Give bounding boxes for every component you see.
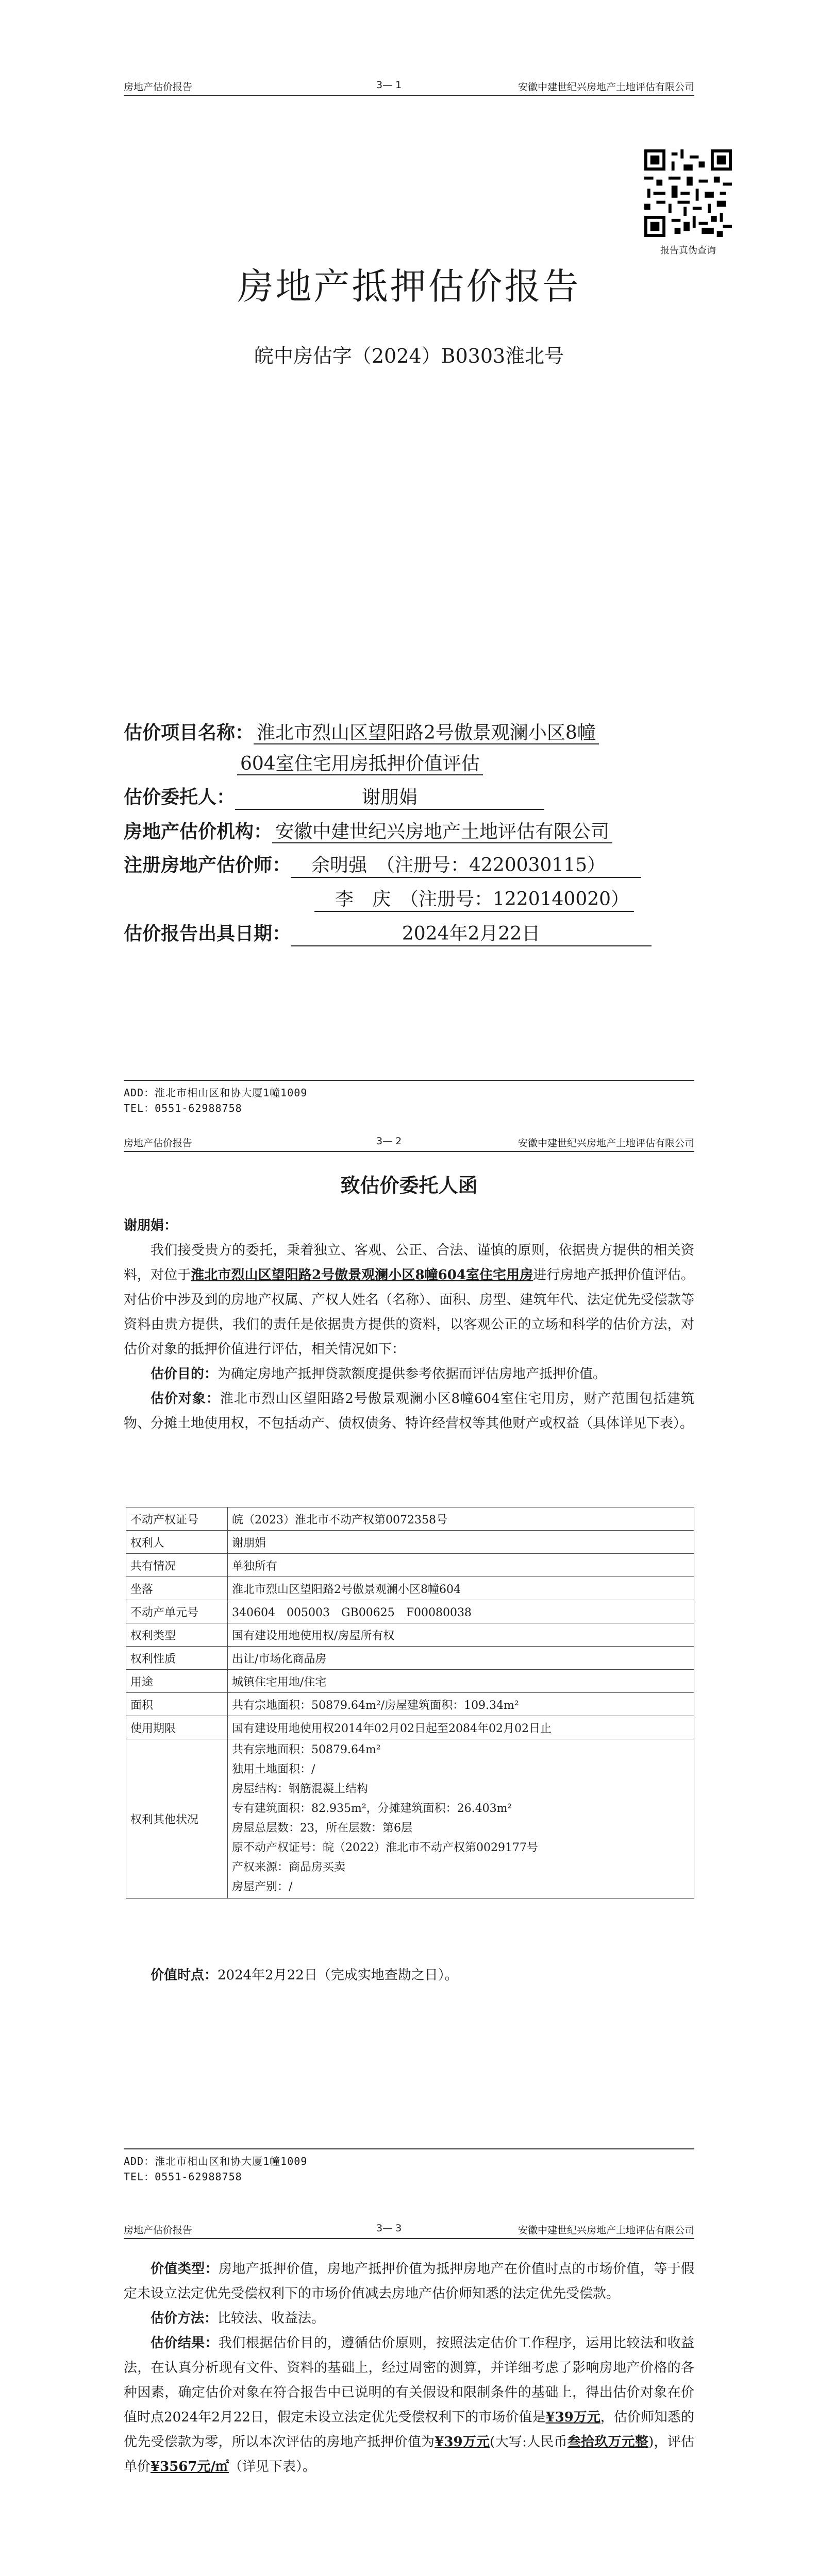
- row-value: 共有宗地面积：50879.64m²/房屋建筑面积：109.34m²: [228, 1693, 694, 1716]
- table-row: [126, 1670, 694, 1693]
- row-key: 用途: [126, 1670, 228, 1693]
- row-value: 城镇住宅用地/住宅: [228, 1670, 694, 1693]
- value-type-paragraph: 价值类型：房地产抵押价值，房地产抵押价值为抵押房地产在价值时点的市场价值，等于假定未设立法定优先受偿权利下的市场价值减去房地产估价师知悉的法定优先受偿款。: [124, 2261, 694, 2301]
- letter-body-cont: [124, 2257, 694, 2479]
- table-row: [126, 1647, 694, 1670]
- header-page-number: 3— 3: [376, 2223, 402, 2234]
- header-left: 房地产估价报告: [124, 1138, 193, 1149]
- row-key: 不动产权证号: [126, 1507, 228, 1531]
- org-value: 安徽中建世纪兴房地产土地评估有限公司: [272, 821, 612, 843]
- row-value: 国有建设用地使用权2014年02月02日起至2084年02月02日止: [228, 1716, 694, 1739]
- page-header: [124, 2221, 694, 2239]
- table-row: [126, 1554, 694, 1577]
- table-row: [126, 1507, 694, 1531]
- table-row: [126, 1739, 694, 1899]
- table-row: [126, 1693, 694, 1716]
- row-value: 出让/市场化商品房: [228, 1647, 694, 1670]
- client-label: 估价委托人：: [124, 786, 236, 808]
- intro-paragraph: 我们接受贵方的委托，秉着独立、客观、公正、合法、谨慎的原则，依据贵方提供的相关资料，对位于淮北市烈山区望阳路2号傲景观澜小区8幢604室住宅用房进行房地产抵押价值评估。对估价中涉及到的房地产权属、产权人姓名（名称）、面积、房型、建筑年代、法定优先受偿款等资料由贵方提供，我们的责任是依据贵方提供的资料，以客观公正的立场和科学的估价方法，对估价对象的抵押价值进行评估，相关情况如下：: [124, 1243, 694, 1357]
- row-key: 坐落: [126, 1577, 228, 1600]
- header-right: 安徽中建世纪兴房地产土地评估有限公司: [517, 1138, 694, 1149]
- object-paragraph: 估价对象：淮北市烈山区望阳路2号傲景观澜小区8幢604室住宅用房，财产范围包括建筑物、分摊土地使用权，不包括动产、债权债务、特许经营权等其他财产或权益（具体详见下表）。: [124, 1391, 694, 1431]
- row-key: 权利类型: [126, 1623, 228, 1647]
- header-right: 安徽中建世纪兴房地产土地评估有限公司: [517, 81, 694, 93]
- purpose-paragraph: 估价目的：为确定房地产抵押贷款额度提供参考依据而评估房地产抵押价值。: [151, 1366, 607, 1382]
- other-status-values: 共有宗地面积：50879.64m² 独用土地面积：/ 房屋结构：钢筋混凝土结构 专有建筑面积：82.935m²，分摊建筑面积：26.403m² 房屋总层数：23，所在层数：第6层 原不动产权证号：皖（2022）淮北市不动产权第0029177号 产权来源：商品房买卖 房屋产别：/: [228, 1739, 694, 1899]
- date-value: 2024年2月22日: [291, 923, 652, 946]
- table-row: [126, 1716, 694, 1739]
- org-row: [124, 820, 715, 843]
- cover-info: [124, 721, 715, 957]
- qr-code-icon[interactable]: [644, 149, 732, 237]
- row-key: 权利性质: [126, 1647, 228, 1670]
- value-date-block: [124, 1963, 694, 1988]
- report-title: 房地产抵押估价报告: [237, 265, 581, 308]
- project-name-value-2: 604室住宅用房抵押价值评估: [237, 753, 483, 775]
- footer-tel: TEL：0551-62988758: [124, 1102, 242, 1114]
- row-value: 340604 005003 GB00625 F00080038: [228, 1600, 694, 1623]
- client-value: 谢朋娟: [235, 786, 544, 810]
- table-row: [126, 1531, 694, 1554]
- appraiser-1: 余明强 （注册号：4220030115）: [291, 854, 641, 878]
- page-header: [124, 1133, 694, 1152]
- row-key: 面积: [126, 1693, 228, 1716]
- row-value: 皖（2023）淮北市不动产权第0072358号: [228, 1507, 694, 1531]
- row-key: 不动产单元号: [126, 1600, 228, 1623]
- page-header: [124, 77, 694, 96]
- table-row: [126, 1623, 694, 1647]
- letter-title: 致估价委托人函: [340, 1174, 478, 1197]
- appraiser-label: 注册房地产估价师：: [124, 854, 291, 876]
- page-footer: [124, 1080, 694, 1116]
- header-page-number: 3— 1: [376, 79, 402, 91]
- header-left: 房地产估价报告: [124, 81, 193, 93]
- letter-body: [124, 1213, 694, 1436]
- table-row: [126, 1577, 694, 1600]
- project-name-label: 估价项目名称：: [124, 722, 254, 743]
- org-label: 房地产估价机构：: [124, 821, 273, 842]
- table-row: [126, 1600, 694, 1623]
- method-paragraph: 估价方法：比较法、收益法。: [151, 2311, 325, 2326]
- row-key: 共有情况: [126, 1554, 228, 1577]
- page-footer: [124, 2148, 694, 2184]
- appraiser-2: 李 庆 （注册号：1220140020）: [314, 888, 634, 912]
- row-value: 国有建设用地使用权/房屋所有权: [228, 1623, 694, 1647]
- report-number: 皖中房估字（2024）B0303淮北号: [254, 345, 564, 367]
- other-status-key: 权利其他状况: [126, 1739, 228, 1899]
- letter-page-2: [0, 2210, 818, 2576]
- header-page-number: 3— 2: [376, 1136, 402, 1147]
- salutation: 谢朋娟：: [124, 1218, 178, 1233]
- letter-page-1: [0, 1123, 818, 2210]
- result-paragraph: 估价结果：我们根据估价目的，遵循估价原则，按照法定估价工作程序，运用比较法和收益法，在认真分析现有文件、资料的基础上，经过周密的测算，并详细考虑了影响房地产价格的各种因素，确定估价对象在符合报告中已说明的有关假设和限制条件的基础上，得出估价对象在价值时点2024年2月22日，假定未设立法定优先受偿权利下的市场价值是¥39万元，估价师知悉的优先受偿款为零，所以本次评估的房地产抵押价值为¥39万元(大写:人民币叁拾玖万元整)，评估单价¥3567元/㎡（详见下表）。: [124, 2335, 694, 2475]
- row-value: 淮北市烈山区望阳路2号傲景观澜小区8幢604: [228, 1577, 694, 1600]
- project-name-row: [124, 721, 715, 744]
- appraiser-row-2: [124, 888, 715, 912]
- appraiser-row: [124, 854, 715, 878]
- project-name-value-1: 淮北市烈山区望阳路2号傲景观澜小区8幢: [254, 722, 599, 744]
- qr-caption: 报告真伪查询: [660, 245, 716, 256]
- date-row: [124, 922, 715, 946]
- cover-page: [0, 0, 818, 1123]
- project-name-row-2: [124, 753, 715, 775]
- property-table: [126, 1507, 694, 1899]
- row-value: 谢朋娟: [228, 1531, 694, 1554]
- client-row: [124, 786, 715, 810]
- value-date-paragraph: 价值时点：2024年2月22日（完成实地查勘之日）。: [151, 1968, 458, 1983]
- header-right: 安徽中建世纪兴房地产土地评估有限公司: [517, 2225, 694, 2236]
- date-label: 估价报告出具日期：: [124, 923, 291, 944]
- footer-tel: TEL：0551-62988758: [124, 2171, 242, 2183]
- footer-address: ADD：淮北市相山区和协大厦1幢1009: [124, 1087, 308, 1099]
- row-value: 单独所有: [228, 1554, 694, 1577]
- row-key: 权利人: [126, 1531, 228, 1554]
- footer-address: ADD：淮北市相山区和协大厦1幢1009: [124, 2155, 308, 2167]
- row-key: 使用期限: [126, 1716, 228, 1739]
- header-left: 房地产估价报告: [124, 2225, 193, 2236]
